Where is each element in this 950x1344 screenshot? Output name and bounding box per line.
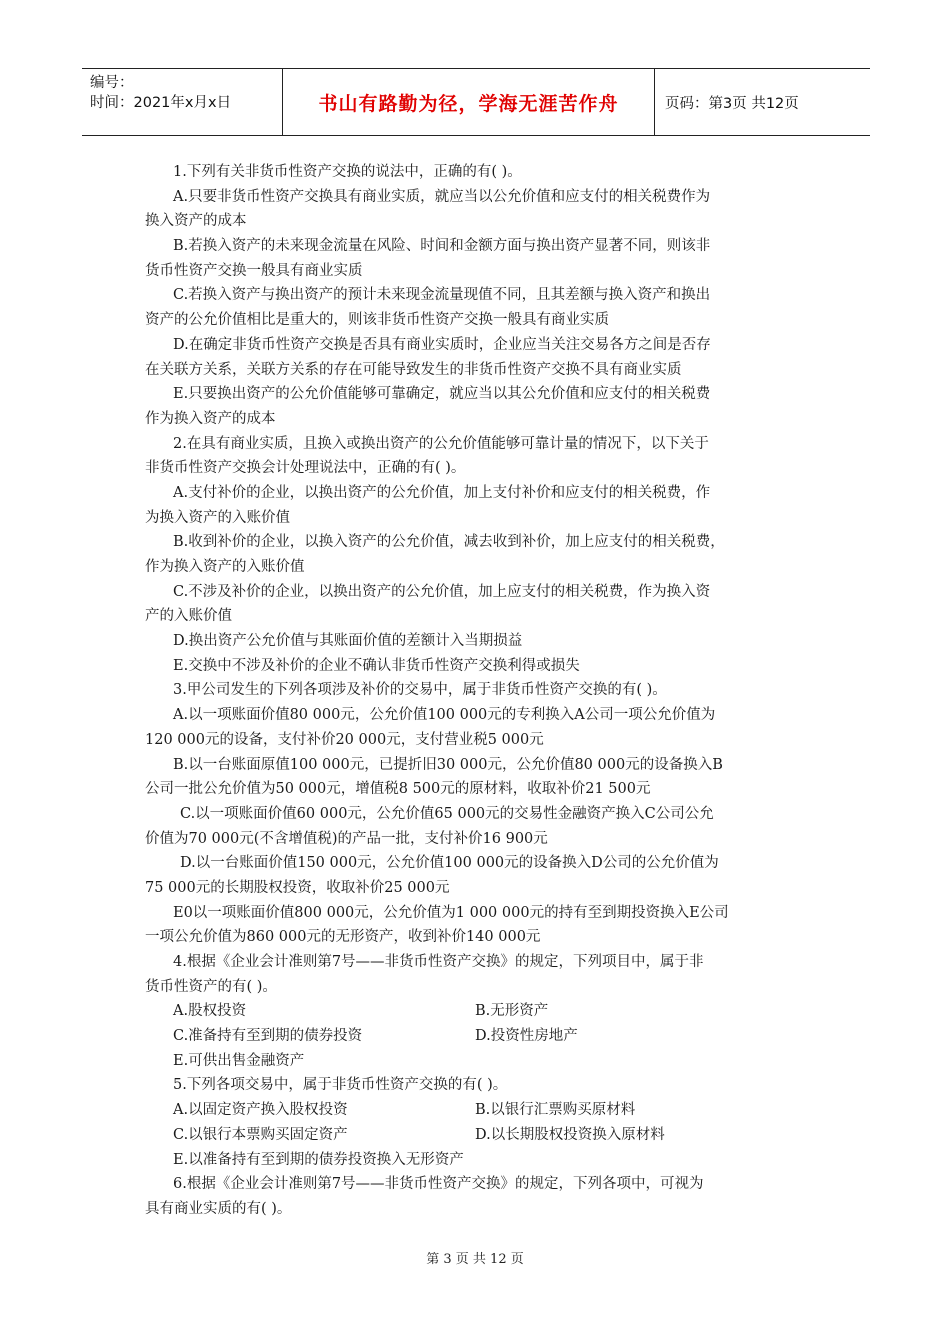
q1-option-e-cont: 作为换入资产的成本 [145, 410, 276, 427]
q3-option-c-cont: 价值为70 000元(不含增值税)的产品一批，支付补价16 900元 [145, 830, 548, 847]
q1-option-a: A.只要非货币性资产交换具有商业实质，就应当以公允价值和应支付的相关税费作为 [173, 188, 711, 205]
question-4-stem: 4.根据《企业会计准则第7号——非货币性资产交换》的规定，下列项目中，属于非 [173, 954, 704, 970]
header-page-cell [655, 69, 870, 135]
q3-option-a: A.以一项账面价值80 000元，公允价值100 000元的专利换入A公司一项公允价值为 [173, 707, 716, 724]
q1-option-b: B.若换入资产的未来现金流量在风险、时间和金额方面与换出资产显著不同，则该非 [173, 238, 711, 255]
q3-option-a-cont: 120 000元的设备，支付补价20 000元，支付营业税5 000元 [145, 731, 544, 748]
page-footer: 第 3 页 共 12 页 [426, 1252, 524, 1267]
question-6-stem-cont: 具有商业实质的有( )。 [145, 1200, 292, 1217]
q5-option-c: C.以银行本票购买固定资产 [173, 1126, 348, 1143]
question-4-stem-cont: 货币性资产的有( )。 [145, 978, 277, 995]
q2-option-b: B.收到补价的企业，以换入资产的公允价值，减去收到补价，加上应支付的相关税费， [173, 534, 725, 551]
page-info: 页码：第3页 共12页 [665, 95, 799, 112]
q3-option-e: E0以一项账面价值800 000元，公允价值为1 000 000元的持有至到期投资换入E公司 [173, 904, 729, 921]
q3-option-d-cont: 75 000元的长期股权投资，收取补价25 000元 [145, 879, 450, 896]
date-label: 时间：2021年x月x日 [90, 95, 232, 111]
document-body [145, 160, 810, 1222]
q1-option-d-cont: 在关联方关系，关联方关系的存在可能导致发生的非货币性资产交换不具有商业实质 [145, 361, 682, 378]
q2-option-c-cont: 产的入账价值 [145, 608, 232, 625]
q4-options-row-1 [145, 999, 810, 1024]
q4-option-c: C.准备持有至到期的债券投资 [173, 1028, 363, 1045]
q3-option-b-cont: 公司一批公允价值为50 000元，增值税8 500元的原材料，收取补价21 500元 [145, 781, 651, 798]
q1-option-c: C.若换入资产与换出资产的预计未来现金流量现值不同，且其差额与换入资产和换出 [173, 287, 711, 304]
q4-option-b: B.无形资产 [475, 1003, 549, 1020]
q5-options-row-2 [145, 1123, 810, 1148]
q1-option-d: D.在确定非货币性资产交换是否具有商业实质时，企业应当关注交易各方之间是否存 [173, 336, 711, 353]
question-6-stem: 6.根据《企业会计准则第7号——非货币性资产交换》的规定，下列各项中，可视为 [173, 1176, 704, 1193]
q2-option-d: D.换出资产公允价值与其账面价值的差额计入当期损益 [173, 633, 523, 650]
question-1-stem: 1.下列有关非货币性资产交换的说法中，正确的有( )。 [173, 164, 522, 180]
q3-option-d: D.以一台账面价值150 000元，公允价值100 000元的设备换入D公司的公允价值为 [180, 855, 719, 872]
q1-option-b-cont: 货币性资产交换一般具有商业实质 [145, 262, 363, 279]
q4-options-row-2 [145, 1024, 810, 1049]
q5-options-row-1 [145, 1098, 810, 1123]
q5-option-e: E.以准备持有至到期的债券投资换入无形资产 [173, 1151, 464, 1168]
doc-number-label: 编号： [90, 75, 134, 91]
header-motto-cell [283, 69, 655, 135]
header-meta [82, 69, 283, 135]
q3-option-b: B.以一台账面原值100 000元，已提折旧30 000元，公允价值80 000元的设备换入B [173, 756, 723, 773]
q2-option-e: E.交换中不涉及补价的企业不确认非货币性资产交换利得或损失 [173, 657, 580, 674]
q2-option-a-cont: 为换入资产的入账价值 [145, 509, 290, 526]
question-2-stem-cont: 非货币性资产交换会计处理说法中，正确的有( )。 [145, 460, 466, 477]
q5-option-b: B.以银行汇票购买原材料 [475, 1102, 636, 1119]
q4-option-d: D.投资性房地产 [475, 1028, 578, 1045]
q1-option-c-cont: 资产的公允价值相比是重大的，则该非货币性资产交换一般具有商业实质 [145, 312, 609, 329]
q1-option-a-cont: 换入资产的成本 [145, 213, 247, 230]
q2-option-c: C.不涉及补价的企业，以换出资产的公允价值，加上应支付的相关税费，作为换入资 [173, 583, 711, 600]
q4-option-a: A.股权投资 [173, 1003, 247, 1020]
question-2-stem: 2.在具有商业实质，且换入或换出资产的公允价值能够可靠计量的情况下，以下关于 [173, 435, 709, 452]
q5-option-a: A.以固定资产换入股权投资 [173, 1102, 348, 1119]
q4-option-e: E.可供出售金融资产 [173, 1052, 305, 1069]
q3-option-c: C.以一项账面价值60 000元，公允价值65 000元的交易性金融资产换入C公司公允 [180, 805, 714, 822]
q3-option-e-cont: 一项公允价值为860 000元的无形资产，收到补价140 000元 [145, 929, 541, 946]
question-3-stem: 3.甲公司发生的下列各项涉及补价的交易中，属于非货币性资产交换的有( )。 [173, 682, 667, 699]
q5-option-d: D.以长期股权投资换入原材料 [475, 1126, 665, 1143]
motto-text: 书山有路勤为径，学海无涯苦作舟 [318, 92, 619, 115]
q1-option-e: E.只要换出资产的公允价值能够可靠确定，就应当以其公允价值和应支付的相关税费 [173, 386, 711, 403]
q2-option-b-cont: 作为换入资产的入账价值 [145, 559, 305, 575]
page-header [82, 68, 870, 136]
question-5-stem: 5.下列各项交易中，属于非货币性资产交换的有( )。 [173, 1077, 508, 1094]
q2-option-a: A.支付补价的企业，以换出资产的公允价值，加上支付补价和应支付的相关税费，作 [173, 484, 711, 501]
